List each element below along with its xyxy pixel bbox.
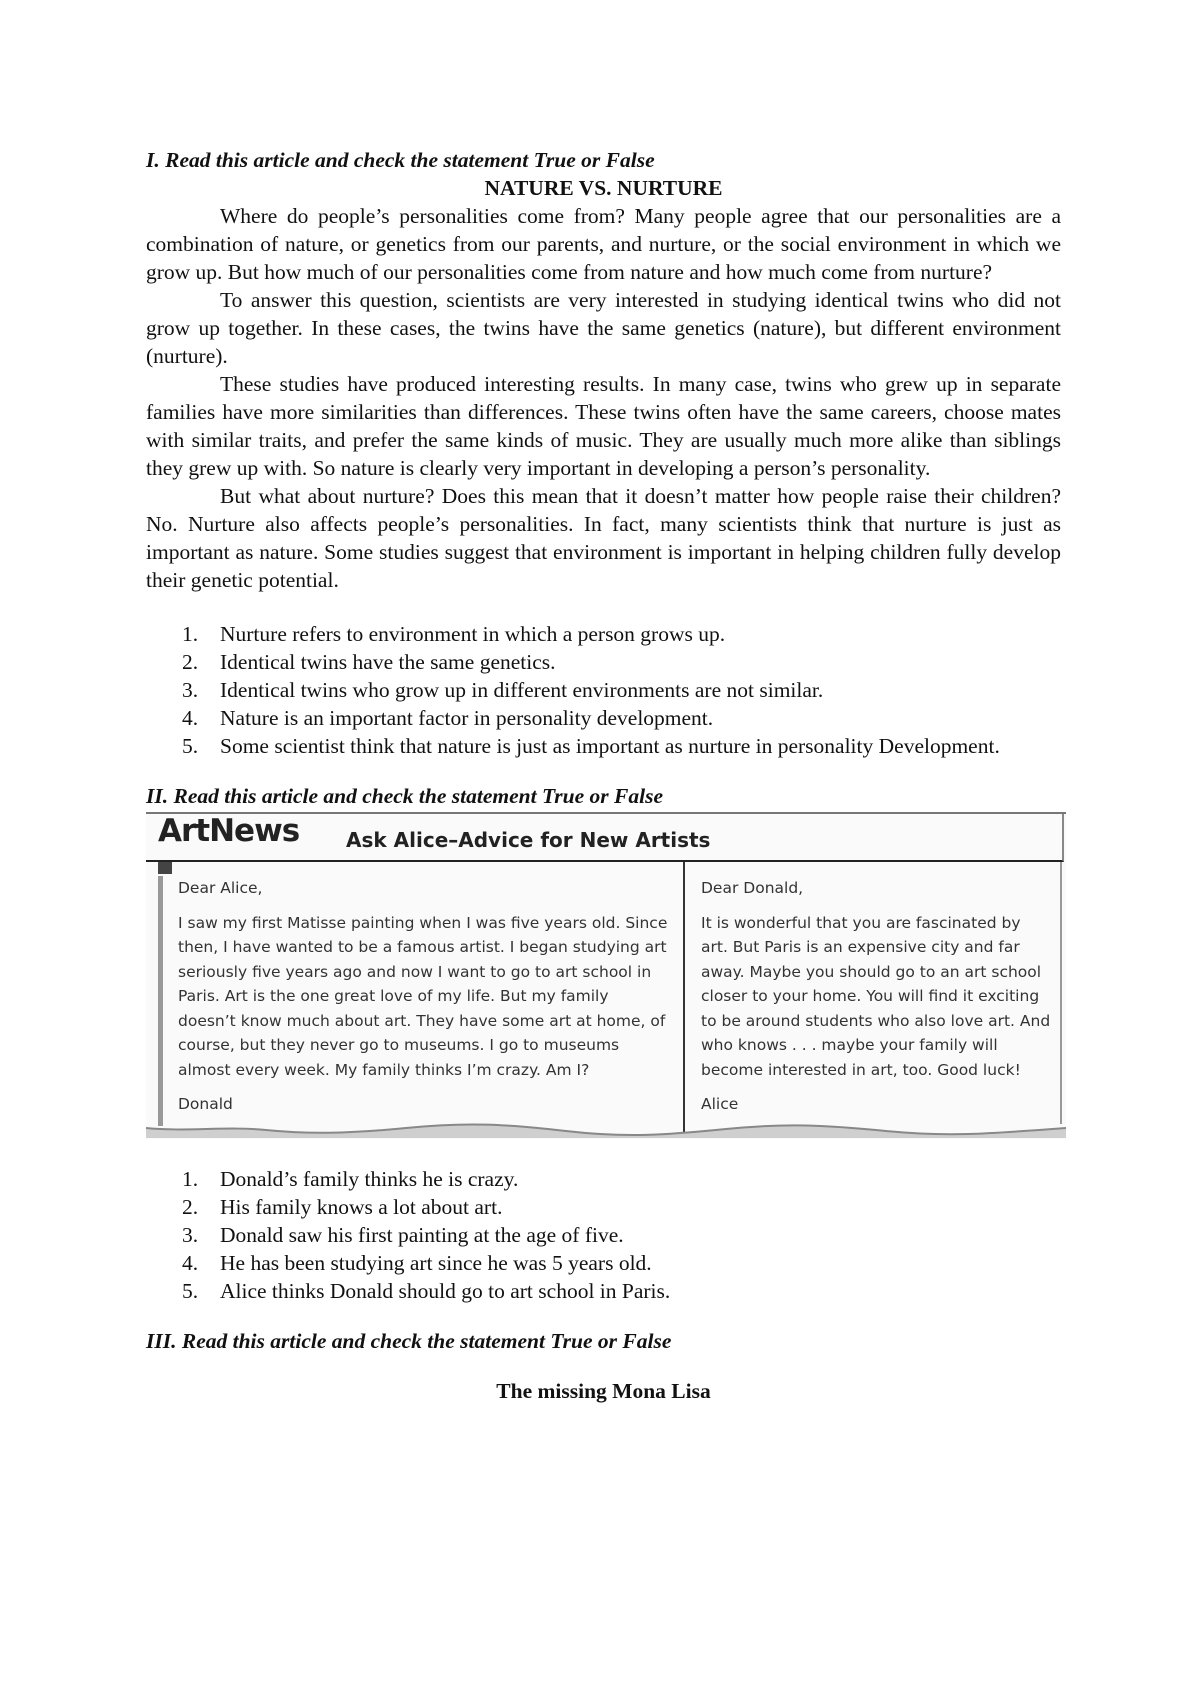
artnews-clipping [146,812,1066,1139]
section-2-heading: II. Read this article and check the statement True or False [146,784,663,808]
statement-item [182,704,1061,732]
statement-item [182,1193,1061,1221]
statement-text: Some scientist think that nature is just as important as nurture in personality Development. [220,734,1000,758]
statement-item [182,620,1061,648]
article-title-mona-lisa: The missing Mona Lisa [496,1379,711,1403]
section-3-heading: III. Read this article and check the statement True or False [146,1329,672,1353]
statement-text: Donald saw his first painting at the age of five. [220,1223,624,1247]
statement-item [182,1165,1061,1193]
letter-body: I saw my first Matisse painting when I was five years old. Since then, I have wanted to be a famous artist. I began studying art seriously five years ago and now I want to go to art school in Paris. Art is the one great love of my life. But my family doesn’t know much about art. They have some art at home, of course, but they never go to museums. I go to museums almost every week. My family thinks I’m crazy. Am I? [178,913,668,1079]
article-paragraph: Where do people’s personalities come from? Many people agree that our personalities are a combination of nature, or genetics from our parents, and nurture, or the social environment in which we grow up. But how much of our personalities come from nature and how much come from nurture? [146,204,1061,284]
statement-text: Donald’s family thinks he is crazy. [220,1167,519,1191]
statement-number: 5. [182,734,199,758]
statement-number: 3. [182,1223,199,1247]
statement-item [182,1221,1061,1249]
statement-item [182,648,1061,676]
letter-body: It is wonderful that you are fascinated by art. But Paris is an expensive city and far away. Maybe you should go to an art school closer to your home. You will find it exciting to be around students who also love art. And who knows . . . maybe your family will become interested in art, too. Good luck! [701,913,1051,1079]
torn-edge [146,1122,1066,1138]
letter-from-alice [701,876,1051,1117]
square-bullet-icon [158,862,172,874]
section-1-statement-list [146,620,1061,760]
letter-salutation: Dear Alice, [178,879,263,897]
statement-number: 3. [182,678,199,702]
statement-number: 1. [182,622,199,646]
shadow-bar [158,876,163,1126]
article-paragraph: These studies have produced interesting results. In many case, twins who grew up in separate families have more similarities than differences. These twins often have the same careers, choose mates with similar traits, and prefer the same kinds of music. They are usually much more alike than siblings they grew up with. So nature is clearly very important in developing a person’s personality. [146,372,1061,480]
artnews-logo: ArtNews [158,813,300,849]
statement-text: Alice thinks Donald should go to art school in Paris. [220,1279,671,1303]
statement-item [182,732,1061,760]
section-2-statement-list [146,1165,1061,1305]
statement-number: 4. [182,1251,199,1275]
article-paragraph: But what about nurture? Does this mean that it doesn’t matter how people raise their children? No. Nurture also affects people’s personalities. In fact, many scientists think that nurture is just as important as nature. Some studies suggest that environment is important in helping children fully develop their genetic potential. [146,484,1061,592]
clipping-header [146,814,1064,862]
statement-text: Nurture refers to environment in which a person grows up. [220,622,726,646]
letter-signature: Alice [701,1095,739,1113]
statement-item [182,1277,1061,1305]
section-1-heading: I. Read this article and check the statement True or False [146,148,655,172]
statement-number: 4. [182,706,199,730]
statement-text: Nature is an important factor in personality development. [220,706,714,730]
statement-number: 2. [182,1195,199,1219]
article-title-nature-vs-nurture: NATURE VS. NURTURE [484,176,723,200]
column-border [1060,862,1062,1124]
statement-item [182,1249,1061,1277]
worksheet-content [146,146,1061,1427]
clipping-title: Ask Alice–Advice for New Artists [346,828,711,852]
statement-text: He has been studying art since he was 5 years old. [220,1251,652,1275]
letter-from-donald [178,876,668,1117]
letter-signature: Donald [178,1095,233,1113]
column-divider [683,862,685,1138]
statement-number: 2. [182,650,199,674]
statement-text: His family knows a lot about art. [220,1195,503,1219]
statement-item [182,676,1061,704]
letter-salutation: Dear Donald, [701,879,804,897]
article-paragraph: To answer this question, scientists are very interested in studying identical twins who did not grow up together. In these cases, the twins have the same genetics (nature), but different environment (nurture). [146,288,1061,368]
statement-text: Identical twins have the same genetics. [220,650,556,674]
statement-number: 1. [182,1167,199,1191]
statement-text: Identical twins who grow up in different environments are not similar. [220,678,824,702]
statement-number: 5. [182,1279,199,1303]
